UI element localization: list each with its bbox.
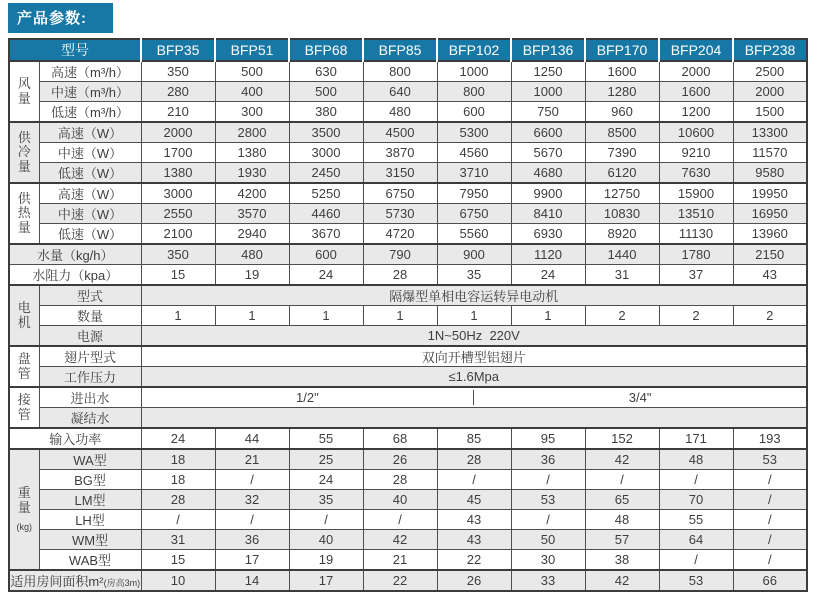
value-cell: 9210: [659, 143, 733, 163]
model-header-row: [9, 39, 807, 61]
value-cell: 31: [141, 530, 215, 550]
value-cell: 2: [585, 306, 659, 326]
group-label-char: 量: [17, 158, 31, 174]
row-label-cell: 中速（W）: [39, 204, 141, 224]
model-column-header: BFP238: [733, 39, 807, 61]
row-label-cell: 低速（W）: [39, 163, 141, 184]
value-cell: 18: [141, 470, 215, 490]
value-cell: 480: [363, 102, 437, 123]
group-label-char: 量: [17, 499, 31, 515]
table-row: [9, 470, 807, 490]
value-cell: 1700: [141, 143, 215, 163]
value-cell: 25: [289, 449, 363, 470]
value-cell: 2000: [141, 122, 215, 143]
value-cell: 280: [141, 82, 215, 102]
value-cell: /: [141, 510, 215, 530]
value-cell: 9580: [733, 163, 807, 184]
value-cell: 3670: [289, 224, 363, 245]
value-cell: 5300: [437, 122, 511, 143]
value-cell: 960: [585, 102, 659, 123]
group-label-char: 热: [17, 205, 31, 221]
value-cell: 42: [363, 530, 437, 550]
value-cell: 57: [585, 530, 659, 550]
value-cell: /: [659, 550, 733, 571]
value-cell: 750: [511, 102, 585, 123]
table-row: [9, 530, 807, 550]
group-label-char: 冷: [17, 144, 31, 160]
value-cell: 3150: [363, 163, 437, 184]
row-label-cell: 型式: [39, 285, 141, 306]
value-cell: 95: [511, 428, 585, 449]
value-cell: 2550: [141, 204, 215, 224]
value-cell: 4200: [215, 183, 289, 204]
group-unit-note: (kg): [16, 521, 32, 532]
value-cell: 1: [437, 306, 511, 326]
value-cell: 55: [659, 510, 733, 530]
group-label-cell: [9, 346, 39, 387]
value-cell: 480: [215, 244, 289, 265]
span-value-cell: ≤1.6Mpa: [141, 367, 807, 388]
row-label-cell: 工作压力: [39, 367, 141, 388]
value-cell: 600: [437, 102, 511, 123]
table-row: [9, 61, 807, 82]
value-cell: 1600: [585, 61, 659, 82]
model-column-header: BFP102: [437, 39, 511, 61]
value-cell: 500: [289, 82, 363, 102]
value-cell: 630: [289, 61, 363, 82]
page-title: 产品参数:: [8, 3, 113, 33]
value-cell: 24: [289, 470, 363, 490]
row-label-note: (房高3m): [103, 578, 141, 588]
value-cell: 1000: [511, 82, 585, 102]
value-cell: 11130: [659, 224, 733, 245]
value-cell: 8410: [511, 204, 585, 224]
value-cell: 380: [289, 102, 363, 123]
split-value: 3/4": [473, 390, 806, 405]
row-label-cell: 电源: [39, 326, 141, 347]
value-cell: 55: [289, 428, 363, 449]
value-cell: /: [511, 470, 585, 490]
value-cell: 1120: [511, 244, 585, 265]
value-cell: 6750: [363, 183, 437, 204]
value-cell: 37: [659, 265, 733, 286]
table-row: [9, 265, 807, 286]
table-row: [9, 82, 807, 102]
value-cell: 24: [289, 265, 363, 286]
model-column-header: BFP35: [141, 39, 215, 61]
value-cell: 7390: [585, 143, 659, 163]
span-value-cell: 双向开槽型铝翅片: [141, 346, 807, 367]
value-cell: 48: [659, 449, 733, 470]
value-cell: 900: [437, 244, 511, 265]
row-label-cell: 高速（W）: [39, 122, 141, 143]
value-cell: 1200: [659, 102, 733, 123]
group-label-char: 供: [17, 191, 31, 207]
value-cell: /: [363, 510, 437, 530]
table-row: [9, 143, 807, 163]
table-row: [9, 306, 807, 326]
table-row: [9, 346, 807, 367]
value-cell: 24: [511, 265, 585, 286]
table-row: [9, 122, 807, 143]
value-cell: 1250: [511, 61, 585, 82]
value-cell: /: [215, 470, 289, 490]
value-cell: 35: [289, 490, 363, 510]
row-label-cell: LH型: [39, 510, 141, 530]
model-column-header: BFP85: [363, 39, 437, 61]
value-cell: 4720: [363, 224, 437, 245]
value-cell: 15: [141, 265, 215, 286]
value-cell: 19: [289, 550, 363, 571]
value-cell: 3500: [289, 122, 363, 143]
model-column-header: BFP204: [659, 39, 733, 61]
row-label-cell: 适用房间面积m²(房高3m): [9, 570, 141, 591]
value-cell: 42: [585, 570, 659, 591]
table-row: [9, 285, 807, 306]
value-cell: 85: [437, 428, 511, 449]
row-label-cell: BG型: [39, 470, 141, 490]
value-cell: 2500: [733, 61, 807, 82]
value-cell: 15: [141, 550, 215, 571]
value-cell: 70: [659, 490, 733, 510]
value-cell: 38: [585, 550, 659, 571]
value-cell: 1280: [585, 82, 659, 102]
value-cell: /: [733, 470, 807, 490]
span-value-cell: 1N~50Hz 220V: [141, 326, 807, 347]
value-cell: 350: [141, 61, 215, 82]
split-value: 1/2": [296, 390, 319, 405]
row-label-cell: 输入功率: [9, 428, 141, 449]
group-label: [10, 131, 39, 174]
value-cell: 2: [659, 306, 733, 326]
group-label-char: 量: [17, 219, 31, 235]
row-label-cell: 中速（W）: [39, 143, 141, 163]
value-cell: 193: [733, 428, 807, 449]
table-row: [9, 224, 807, 245]
row-label-cell: 凝结水: [39, 408, 141, 429]
value-cell: 30: [511, 550, 585, 571]
value-cell: 1380: [141, 163, 215, 184]
value-cell: /: [733, 510, 807, 530]
value-cell: 2000: [733, 82, 807, 102]
value-cell: 4560: [437, 143, 511, 163]
value-cell: 300: [215, 102, 289, 123]
value-cell: 500: [215, 61, 289, 82]
value-cell: 400: [215, 82, 289, 102]
row-label-cell: 低速（W）: [39, 224, 141, 245]
value-cell: 1600: [659, 82, 733, 102]
value-cell: 36: [511, 449, 585, 470]
table-row: [9, 428, 807, 449]
value-cell: 1000: [437, 61, 511, 82]
group-label: [10, 486, 39, 532]
value-cell: 53: [659, 570, 733, 591]
table-row: [9, 326, 807, 347]
value-cell: 40: [363, 490, 437, 510]
value-cell: 1780: [659, 244, 733, 265]
value-cell: 65: [585, 490, 659, 510]
value-cell: 350: [141, 244, 215, 265]
value-cell: 790: [363, 244, 437, 265]
row-label-cell: WM型: [39, 530, 141, 550]
value-cell: 28: [141, 490, 215, 510]
group-label-char: 风: [17, 76, 31, 92]
value-cell: 19950: [733, 183, 807, 204]
row-label-cell: 翅片型式: [39, 346, 141, 367]
value-cell: /: [585, 470, 659, 490]
row-label-cell: 水量（kg/h）: [9, 244, 141, 265]
value-cell: 2450: [289, 163, 363, 184]
span-value-cell: [141, 408, 807, 429]
value-cell: 13960: [733, 224, 807, 245]
table-row: [9, 244, 807, 265]
group-label: [10, 393, 39, 422]
model-column-header: BFP51: [215, 39, 289, 61]
value-cell: 26: [437, 570, 511, 591]
split-value-cell: [141, 387, 807, 408]
value-cell: 7950: [437, 183, 511, 204]
group-label-char: 接: [17, 392, 31, 408]
row-label-cell: LM型: [39, 490, 141, 510]
spec-table-head: [9, 39, 807, 61]
value-cell: 3000: [141, 183, 215, 204]
value-cell: 8500: [585, 122, 659, 143]
value-cell: 42: [585, 449, 659, 470]
value-cell: 48: [585, 510, 659, 530]
group-label: [10, 77, 39, 106]
value-cell: 1500: [733, 102, 807, 123]
value-cell: 16950: [733, 204, 807, 224]
row-label-cell: WAB型: [39, 550, 141, 571]
group-label-char: 管: [17, 406, 31, 422]
value-cell: 50: [511, 530, 585, 550]
value-cell: 18: [141, 449, 215, 470]
group-label-char: 量: [17, 90, 31, 106]
value-cell: /: [437, 470, 511, 490]
group-label-char: 电: [17, 300, 31, 316]
value-cell: 1930: [215, 163, 289, 184]
value-cell: 5670: [511, 143, 585, 163]
split-wrap: [142, 390, 807, 405]
value-cell: 5250: [289, 183, 363, 204]
value-cell: 1440: [585, 244, 659, 265]
table-row: [9, 490, 807, 510]
value-cell: 171: [659, 428, 733, 449]
value-cell: 5560: [437, 224, 511, 245]
group-label-cell: [9, 61, 39, 122]
value-cell: 35: [437, 265, 511, 286]
value-cell: 43: [437, 510, 511, 530]
value-cell: 600: [289, 244, 363, 265]
value-cell: 53: [733, 449, 807, 470]
value-cell: 10600: [659, 122, 733, 143]
value-cell: 1: [215, 306, 289, 326]
group-label-char: 盘: [17, 351, 31, 367]
model-column-header: BFP68: [289, 39, 363, 61]
value-cell: 43: [437, 530, 511, 550]
value-cell: 19: [215, 265, 289, 286]
value-cell: 10830: [585, 204, 659, 224]
row-label-cell: 水阻力（kpa）: [9, 265, 141, 286]
value-cell: 13300: [733, 122, 807, 143]
value-cell: 5730: [363, 204, 437, 224]
group-label-cell: [9, 183, 39, 244]
value-cell: 3870: [363, 143, 437, 163]
model-column-header: BFP136: [511, 39, 585, 61]
value-cell: 1: [363, 306, 437, 326]
value-cell: /: [659, 470, 733, 490]
value-cell: 44: [215, 428, 289, 449]
value-cell: 2940: [215, 224, 289, 245]
group-label-char: 供: [17, 130, 31, 146]
value-cell: 6600: [511, 122, 585, 143]
value-cell: 7630: [659, 163, 733, 184]
value-cell: 1: [511, 306, 585, 326]
row-label-cell: 高速（W）: [39, 183, 141, 204]
value-cell: 2800: [215, 122, 289, 143]
value-cell: 15900: [659, 183, 733, 204]
value-cell: 9900: [511, 183, 585, 204]
group-label-cell: [9, 285, 39, 346]
spec-table-body: [9, 61, 807, 591]
value-cell: 800: [437, 82, 511, 102]
value-cell: 1380: [215, 143, 289, 163]
value-cell: 210: [141, 102, 215, 123]
value-cell: 21: [215, 449, 289, 470]
value-cell: 17: [215, 550, 289, 571]
value-cell: 66: [733, 570, 807, 591]
value-cell: 6750: [437, 204, 511, 224]
row-label-cell: 数量: [39, 306, 141, 326]
value-cell: 11570: [733, 143, 807, 163]
group-label-cell: [9, 387, 39, 428]
group-label-char: 管: [17, 365, 31, 381]
value-cell: /: [733, 490, 807, 510]
spec-table: [8, 38, 808, 592]
value-cell: 3000: [289, 143, 363, 163]
group-label-char: 重: [17, 485, 31, 501]
row-label-cell: 中速（m³/h）: [39, 82, 141, 102]
row-label-cell: WA型: [39, 449, 141, 470]
value-cell: 43: [733, 265, 807, 286]
value-cell: 14: [215, 570, 289, 591]
value-cell: 10: [141, 570, 215, 591]
value-cell: 640: [363, 82, 437, 102]
table-row: [9, 367, 807, 388]
model-column-header: BFP170: [585, 39, 659, 61]
value-cell: 2100: [141, 224, 215, 245]
row-label-cell: 高速（m³/h）: [39, 61, 141, 82]
value-cell: 1: [141, 306, 215, 326]
value-cell: 4460: [289, 204, 363, 224]
value-cell: 22: [363, 570, 437, 591]
value-cell: 2: [733, 306, 807, 326]
value-cell: /: [215, 510, 289, 530]
value-cell: 6930: [511, 224, 585, 245]
table-row: [9, 449, 807, 470]
value-cell: 2000: [659, 61, 733, 82]
value-cell: 12750: [585, 183, 659, 204]
value-cell: 3710: [437, 163, 511, 184]
group-label-char: 机: [17, 314, 31, 330]
table-row: [9, 183, 807, 204]
group-label: [10, 192, 39, 235]
span-value-cell: 隔爆型单相电容运转异电动机: [141, 285, 807, 306]
table-row: [9, 102, 807, 123]
group-label: [10, 301, 39, 330]
row-label-cell: 低速（m³/h）: [39, 102, 141, 123]
value-cell: 24: [141, 428, 215, 449]
value-cell: 26: [363, 449, 437, 470]
value-cell: 1: [289, 306, 363, 326]
value-cell: /: [511, 510, 585, 530]
value-cell: 3570: [215, 204, 289, 224]
value-cell: 68: [363, 428, 437, 449]
value-cell: 53: [511, 490, 585, 510]
value-cell: 8920: [585, 224, 659, 245]
table-row: [9, 387, 807, 408]
value-cell: 28: [437, 449, 511, 470]
table-row: [9, 550, 807, 571]
group-label: [10, 352, 39, 381]
value-cell: /: [733, 530, 807, 550]
value-cell: 13510: [659, 204, 733, 224]
value-cell: 800: [363, 61, 437, 82]
value-cell: 17: [289, 570, 363, 591]
row-label-cell: 进出水: [39, 387, 141, 408]
value-cell: 4680: [511, 163, 585, 184]
value-cell: 2150: [733, 244, 807, 265]
value-cell: 32: [215, 490, 289, 510]
table-row: [9, 204, 807, 224]
group-label-cell: [9, 122, 39, 183]
value-cell: 21: [363, 550, 437, 571]
value-cell: 28: [363, 265, 437, 286]
value-cell: 31: [585, 265, 659, 286]
table-row: [9, 510, 807, 530]
value-cell: 22: [437, 550, 511, 571]
value-cell: 33: [511, 570, 585, 591]
value-cell: 40: [289, 530, 363, 550]
value-cell: 45: [437, 490, 511, 510]
table-row: [9, 408, 807, 429]
value-cell: /: [289, 510, 363, 530]
table-row: [9, 163, 807, 184]
value-cell: 28: [363, 470, 437, 490]
value-cell: 4500: [363, 122, 437, 143]
value-cell: 36: [215, 530, 289, 550]
value-cell: 152: [585, 428, 659, 449]
value-cell: 64: [659, 530, 733, 550]
value-cell: /: [733, 550, 807, 571]
value-cell: 6120: [585, 163, 659, 184]
model-header-cell: 型号: [9, 39, 141, 61]
table-row: [9, 570, 807, 591]
